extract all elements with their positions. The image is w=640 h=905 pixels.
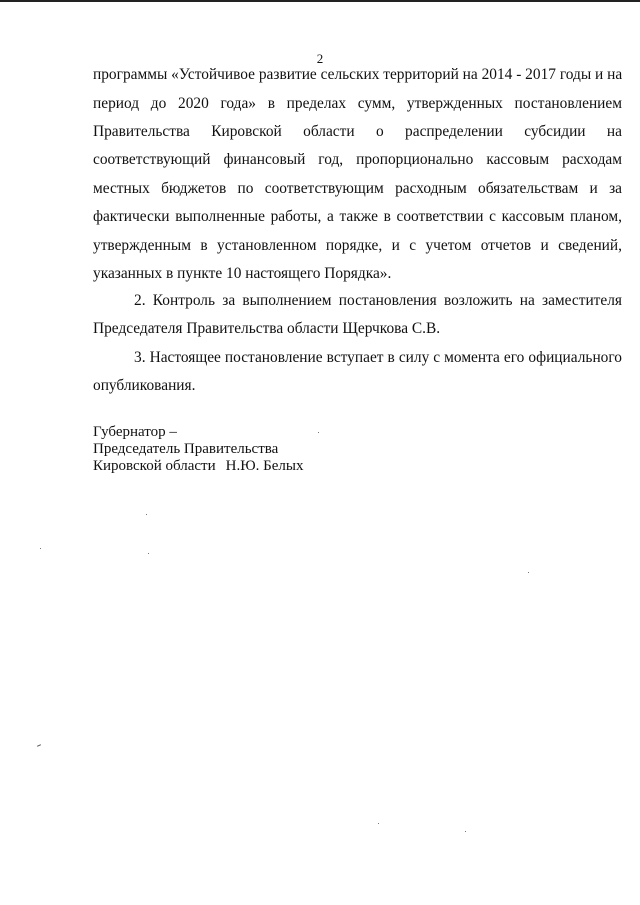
paragraph-1-line-3: Правительства Кировской области о распределении субсидии на [93,123,622,140]
signature-title-line-1: Губернатор – [93,424,177,440]
top-border-line [0,0,640,2]
signature-title-line-2: Председатель Правительства [93,441,279,457]
paragraph-1-line-4: соответствующий финансовый год, пропорционально кассовым расходам [93,151,622,168]
paragraph-1-line-7: утвержденным в установленном порядке, и с учетом отчетов и сведений, [93,237,622,254]
scan-speck [465,831,466,832]
scan-speck [148,553,149,554]
paragraph-3-line-1: 3. Настоящее постановление вступает в силу с момента его официального [134,349,622,366]
scan-speck [318,432,319,433]
paragraph-1-line-2: период до 2020 года» в пределах сумм, утвержденных постановлением [93,95,622,112]
paragraph-1-line-1: программы «Устойчивое развитие сельских территорий на 2014 - 2017 годы и на [93,66,623,83]
paragraph-3-line-2: опубликования. [93,377,196,394]
scan-mark [37,744,41,747]
scan-speck [40,548,41,549]
page-number: 2 [316,51,324,66]
paragraph-2-line-2: Председателя Правительства области Щерчкова С.В. [93,320,441,337]
signature-title-line-3: Кировской области [93,458,216,474]
paragraph-1-line-8: указанных в пункте 10 настоящего Порядка». [93,265,392,282]
scan-speck [378,823,379,824]
signature-line-3 [93,457,303,475]
paragraph-1-line-6: фактически выполненные работы, а также в соответствии с кассовым планом, [93,208,622,225]
paragraph-1-line-5: местных бюджетов по соответствующим расходным обязательствам и за [93,180,622,197]
scan-speck [528,572,529,573]
scan-speck [146,514,147,515]
signatory-name: Н.Ю. Белых [225,458,304,474]
paragraph-2-line-1: 2. Контроль за выполнением постановления возложить на заместителя [134,292,622,309]
